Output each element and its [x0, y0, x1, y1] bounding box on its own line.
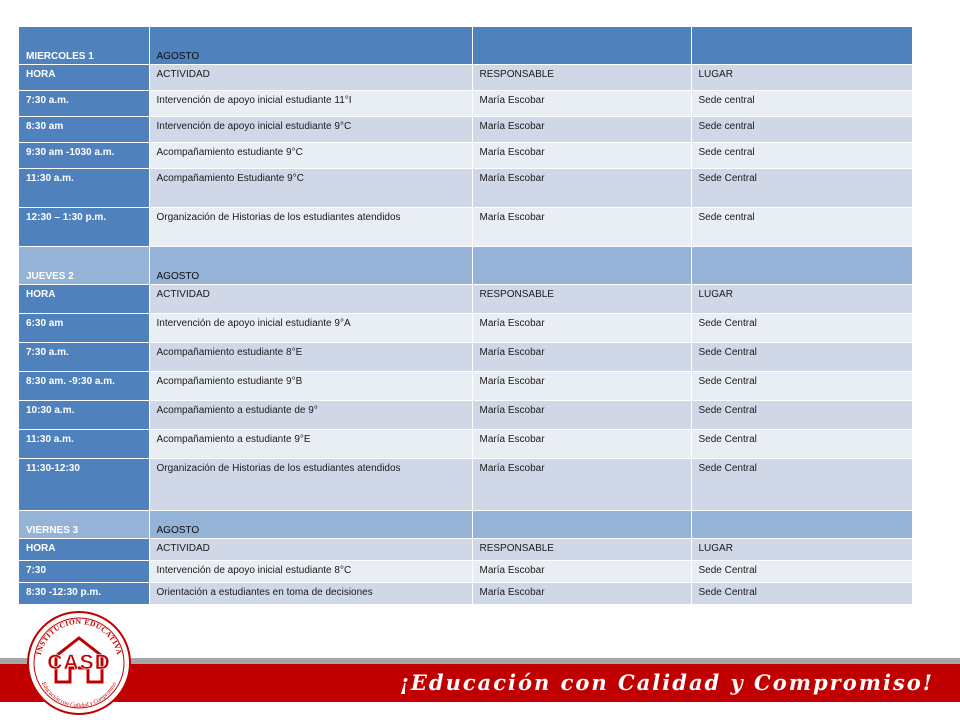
month-label: AGOSTO — [149, 27, 472, 64]
cell-actividad: Organización de Historias de los estudiantes atendidos — [149, 207, 472, 246]
column-header-row — [19, 64, 912, 90]
table-row — [19, 90, 912, 116]
table-row — [19, 313, 912, 342]
table-row — [19, 142, 912, 168]
table-row — [19, 400, 912, 429]
cell-actividad: Intervención de apoyo inicial estudiante 8°C — [149, 560, 472, 582]
table-row — [19, 458, 912, 510]
table-row — [19, 342, 912, 371]
day-label: JUEVES 2 — [19, 246, 149, 284]
cell-responsable: María Escobar — [472, 168, 691, 207]
table-row — [19, 371, 912, 400]
table-row — [19, 116, 912, 142]
cell-lugar: Sede Central — [691, 560, 912, 582]
column-header-row — [19, 284, 912, 313]
cell-actividad: Organización de Historias de los estudiantes atendidos — [149, 458, 472, 510]
cell-actividad: Acompañamiento a estudiante 9°E — [149, 429, 472, 458]
cell-lugar: Sede Central — [691, 371, 912, 400]
col-header-responsable: RESPONSABLE — [472, 64, 691, 90]
cell-actividad: Acompañamiento a estudiante de 9° — [149, 400, 472, 429]
table-row — [19, 582, 912, 604]
column-header-row — [19, 538, 912, 560]
col-header-actividad: ACTIVIDAD — [149, 284, 472, 313]
cell-lugar: Sede Central — [691, 313, 912, 342]
cell-lugar: Sede central — [691, 207, 912, 246]
day-label: VIERNES 3 — [19, 510, 149, 538]
cell-hora: 11:30 a.m. — [19, 429, 149, 458]
cell-actividad: Acompañamiento estudiante 9°B — [149, 371, 472, 400]
col-header-lugar: LUGAR — [691, 538, 912, 560]
col-header-hora: HORA — [19, 64, 149, 90]
school-logo-icon — [26, 610, 132, 716]
schedule-table — [19, 27, 913, 605]
cell-actividad: Orientación a estudiantes en toma de decisiones — [149, 582, 472, 604]
cell-hora: 8:30 am. -9:30 a.m. — [19, 371, 149, 400]
cell-lugar: Sede Central — [691, 342, 912, 371]
cell-actividad: Intervención de apoyo inicial estudiante 9°A — [149, 313, 472, 342]
cell-hora: 9:30 am -1030 a.m. — [19, 142, 149, 168]
col-header-actividad: ACTIVIDAD — [149, 64, 472, 90]
col-header-actividad: ACTIVIDAD — [149, 538, 472, 560]
cell-responsable: María Escobar — [472, 313, 691, 342]
month-label: AGOSTO — [149, 246, 472, 284]
cell-responsable: María Escobar — [472, 560, 691, 582]
table-row — [19, 168, 912, 207]
cell-responsable: María Escobar — [472, 142, 691, 168]
cell-hora: 7:30 — [19, 560, 149, 582]
col-header-responsable: RESPONSABLE — [472, 538, 691, 560]
col-header-lugar: LUGAR — [691, 64, 912, 90]
day-label: MIERCOLES 1 — [19, 27, 149, 64]
cell-lugar: Sede Central — [691, 400, 912, 429]
cell-responsable: María Escobar — [472, 342, 691, 371]
table-row — [19, 429, 912, 458]
cell-lugar: Sede Central — [691, 429, 912, 458]
col-header-lugar: LUGAR — [691, 284, 912, 313]
day-header-row — [19, 246, 912, 284]
table-row — [19, 560, 912, 582]
col-header-responsable: RESPONSABLE — [472, 284, 691, 313]
col-header-hora: HORA — [19, 284, 149, 313]
cell-hora: 11:30-12:30 — [19, 458, 149, 510]
cell-actividad: Acompañamiento estudiante 8°E — [149, 342, 472, 371]
cell-hora: 12:30 – 1:30 p.m. — [19, 207, 149, 246]
cell-actividad: Acompañamiento estudiante 9°C — [149, 142, 472, 168]
cell-lugar: Sede central — [691, 90, 912, 116]
month-label: AGOSTO — [149, 510, 472, 538]
cell-actividad: Acompañamiento Estudiante 9°C — [149, 168, 472, 207]
col-header-hora: HORA — [19, 538, 149, 560]
cell-hora: 11:30 a.m. — [19, 168, 149, 207]
logo-top-text: INSTITUCIÓN EDUCATIVA — [33, 616, 125, 656]
footer-slogan: ¡Educación con Calidad y Compromiso! — [399, 670, 934, 695]
day-header-row — [19, 510, 912, 538]
cell-hora: 7:30 a.m. — [19, 342, 149, 371]
cell-lugar: Sede central — [691, 116, 912, 142]
cell-lugar: Sede Central — [691, 582, 912, 604]
cell-responsable: María Escobar — [472, 582, 691, 604]
cell-hora: 7:30 a.m. — [19, 90, 149, 116]
logo-letters: CASD — [47, 651, 111, 674]
cell-hora: 6:30 am — [19, 313, 149, 342]
cell-actividad: Intervención de apoyo inicial estudiante 9°C — [149, 116, 472, 142]
table-row — [19, 207, 912, 246]
cell-responsable: María Escobar — [472, 371, 691, 400]
cell-responsable: María Escobar — [472, 429, 691, 458]
cell-responsable: María Escobar — [472, 116, 691, 142]
cell-hora: 10:30 a.m. — [19, 400, 149, 429]
cell-lugar: Sede Central — [691, 458, 912, 510]
logo-bottom-text: Educación con Calidad y Compromiso — [39, 681, 119, 710]
cell-responsable: María Escobar — [472, 458, 691, 510]
cell-hora: 8:30 am — [19, 116, 149, 142]
cell-lugar: Sede Central — [691, 168, 912, 207]
cell-actividad: Intervención de apoyo inicial estudiante 11°I — [149, 90, 472, 116]
cell-responsable: María Escobar — [472, 90, 691, 116]
cell-lugar: Sede central — [691, 142, 912, 168]
cell-responsable: María Escobar — [472, 207, 691, 246]
day-header-row — [19, 27, 912, 64]
cell-responsable: María Escobar — [472, 400, 691, 429]
cell-hora: 8:30 -12:30 p.m. — [19, 582, 149, 604]
